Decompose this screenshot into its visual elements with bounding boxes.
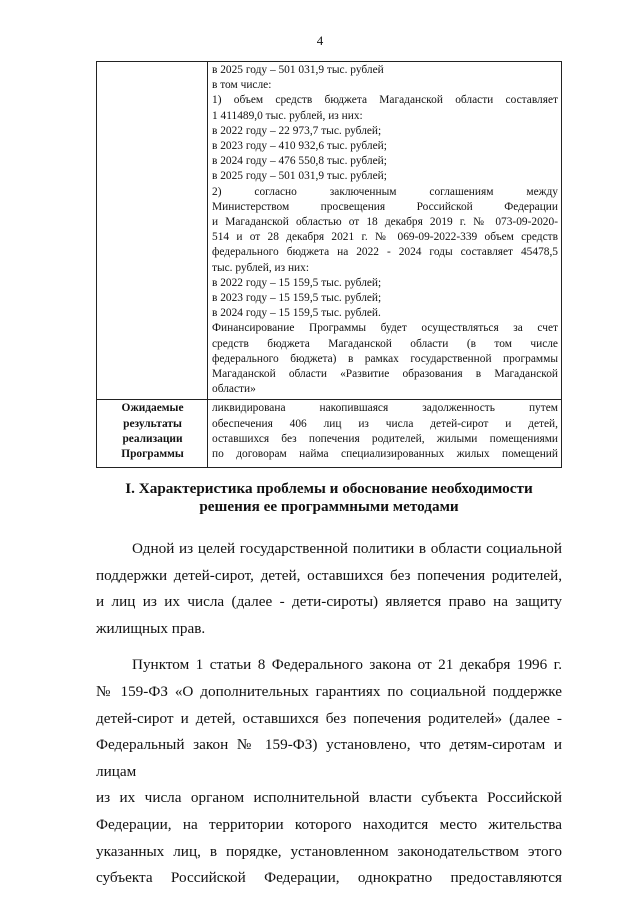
paragraph-line: и лиц из их числа (далее - дети-сироты) является право на защиту: [96, 593, 562, 611]
paragraph-line: жилищных прав.: [96, 619, 206, 637]
financing-line: средств бюджета Магаданской области (в том числе: [212, 337, 558, 350]
financing-line: в 2023 году – 410 932,6 тыс. рублей;: [212, 140, 387, 153]
financing-line: в 2025 году – 501 031,9 тыс. рублей;: [212, 170, 387, 183]
financing-line: в 2022 году – 22 973,7 тыс. рублей;: [212, 124, 382, 137]
financing-line: и Магаданской областью от 18 декабря 2019 г. № 073-09-2020-: [212, 216, 558, 229]
paragraph-line: Пунктом 1 статьи 8 Федерального закона от 21 декабря 1996 г.: [132, 656, 562, 674]
financing-line: в 2024 году – 15 159,5 тыс. рублей.: [212, 307, 381, 320]
paragraph: [96, 536, 562, 642]
financing-line: области»: [212, 383, 256, 396]
expected-results-label: Ожидаемые результаты реализации Программы: [97, 400, 208, 468]
expected-results-content-cell: [208, 400, 562, 468]
paragraph-line: Федеральный закон № 159-ФЗ) установлено, что детям-сиротам и лицам: [96, 736, 562, 780]
results-line: оставшихся без попечения родителей, жилыми помещениями: [212, 432, 558, 445]
financing-label-cell: [97, 62, 208, 400]
body-text: [96, 536, 562, 902]
section-heading-line: I. Характеристика проблемы и обоснование необходимости: [125, 480, 533, 497]
paragraph-line: поддержки детей-сирот, детей, оставшихся без попечения родителей,: [96, 566, 562, 584]
financing-line: 1 411489,0 тыс. рублей, из них:: [212, 109, 363, 122]
financing-content-cell: [208, 62, 562, 400]
financing-line: Магаданской области «Развитие образования в Магаданской: [212, 368, 558, 381]
financing-line: в 2024 году – 476 550,8 тыс. рублей;: [212, 155, 387, 168]
financing-line: в 2022 году – 15 159,5 тыс. рублей;: [212, 276, 382, 289]
paragraph-line: № 159-ФЗ «О дополнительных гарантиях по социальной поддержке: [96, 682, 562, 700]
financing-line: в 2023 году – 15 159,5 тыс. рублей;: [212, 292, 382, 305]
paragraph-line: детей-сирот и детей, оставшихся без попечения родителей» (далее -: [96, 709, 562, 727]
section-heading-line: решения ее программными методами: [199, 498, 459, 515]
financing-line: в том числе:: [212, 79, 272, 92]
paragraph-line: Федерации, на территории которого находится место жительства: [96, 815, 562, 833]
financing-line: в 2025 году – 501 031,9 тыс. рублей: [212, 64, 384, 76]
results-line: по договорам найма специализированных жилых помещений: [212, 448, 558, 461]
table-row-expected-results: [97, 400, 562, 468]
program-passport-table: [96, 61, 562, 468]
results-line: обеспечения 406 лиц из числа детей-сирот и детей,: [212, 417, 558, 430]
paragraph-line: из их числа органом исполнительной власти субъекта Российской: [96, 789, 562, 807]
financing-line: тыс. рублей, из них:: [212, 261, 310, 274]
financing-line: 2) согласно заключенным соглашениям между: [212, 185, 558, 198]
financing-line: 1) объем средств бюджета Магаданской области составляет: [212, 94, 558, 107]
paragraph-line: субъекта Российской Федерации, однократно предоставляются: [96, 869, 562, 887]
results-line: ликвидирована накопившаяся задолженность путем: [212, 402, 558, 415]
table-row-financing: [97, 62, 562, 400]
financing-line: 514 и от 28 декабря 2021 г. № 069-09-2022-339 объем средств: [212, 231, 558, 244]
financing-line: Министерством просвещения Российской Федерации: [212, 200, 558, 213]
financing-line: Финансирование Программы будет осуществляться за счет: [212, 322, 558, 335]
paragraph: [96, 652, 562, 891]
paragraph-line: Одной из целей государственной политики в области социальной: [132, 540, 562, 557]
paragraph-line: указанных лиц, в порядке, установленном законодательством этого: [96, 842, 562, 860]
financing-line: федерального бюджета на 2022 - 2024 годы составляет 45478,5: [212, 246, 558, 259]
page-number: 4: [316, 33, 324, 48]
financing-line: федерального бюджета) в рамках государственной программы: [212, 352, 558, 365]
section-heading: [96, 480, 562, 516]
